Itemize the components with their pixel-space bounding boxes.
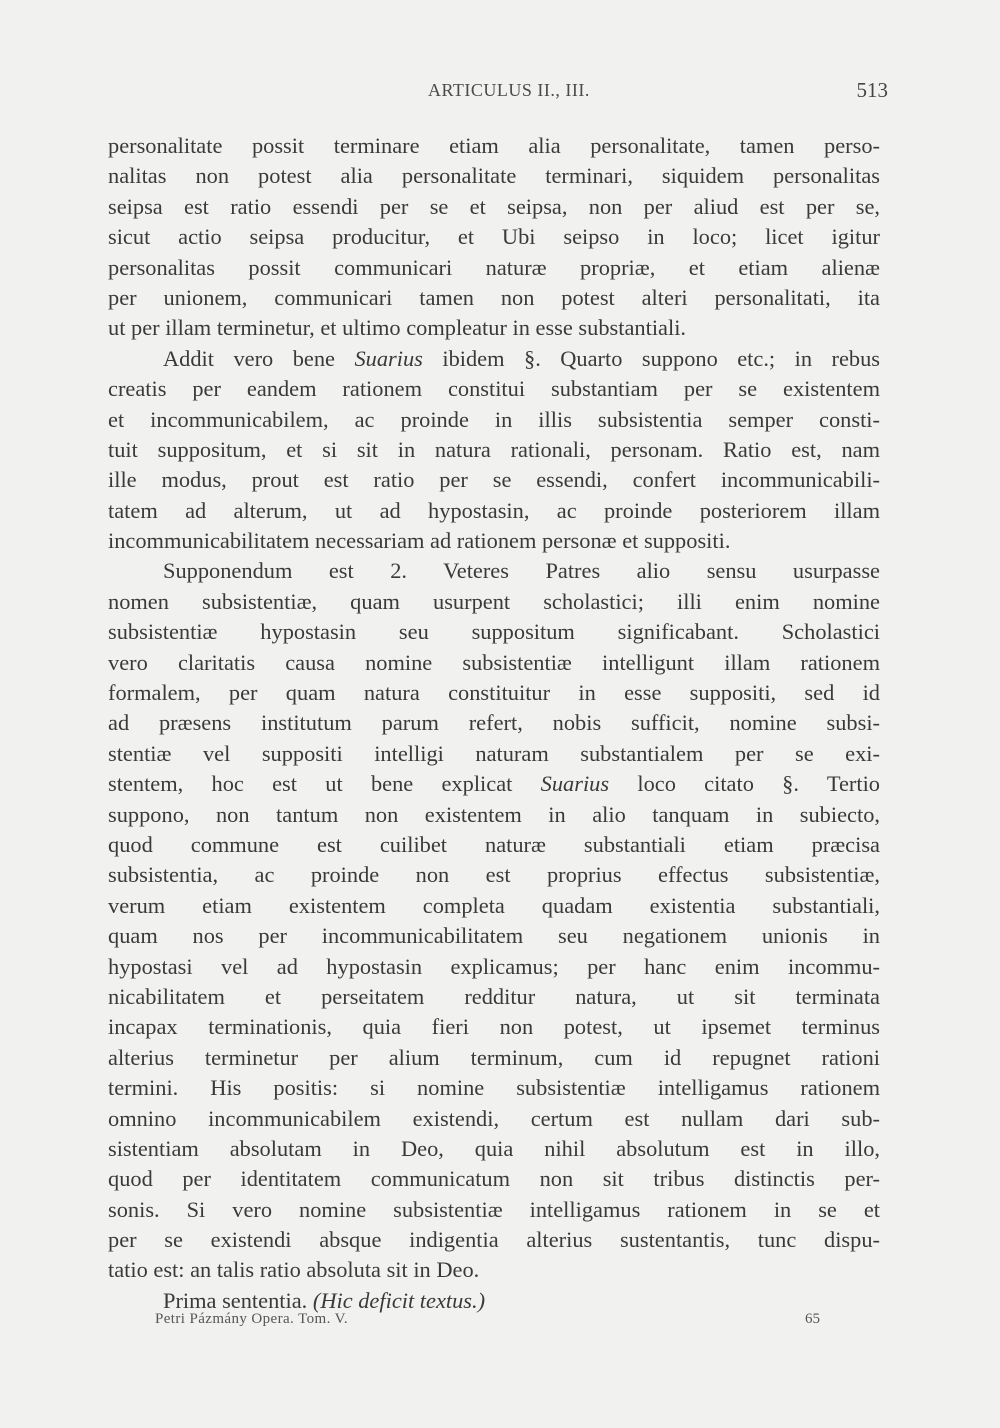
page-number: 513 bbox=[856, 78, 888, 102]
running-head bbox=[108, 80, 890, 110]
text-line bbox=[108, 283, 880, 313]
text-segment: incapax terminationis, quia fieri non potest, ut ipsemet terminus bbox=[108, 1014, 880, 1040]
text-segment: seipsa est ratio essendi per se et seipsa, non per aliud est per se, bbox=[108, 193, 880, 219]
text-line bbox=[108, 222, 880, 252]
text-segment: stentiæ vel suppositi intelligi naturam substantialem per se exi- bbox=[108, 740, 880, 766]
text-line bbox=[108, 131, 880, 161]
text-segment: Supponendum est 2. Veteres Patres alio sensu usurpasse bbox=[163, 558, 880, 584]
text-line bbox=[108, 678, 880, 708]
text-segment: ille modus, prout est ratio per se essendi, confert incommunicabili- bbox=[108, 467, 880, 493]
text-line bbox=[108, 587, 880, 617]
text-segment: verum etiam existentem completa quadam existentia substantiali, bbox=[108, 892, 880, 918]
text-segment: nicabilitatem et perseitatem redditur natura, ut sit terminata bbox=[108, 983, 880, 1009]
text-line bbox=[108, 1225, 880, 1255]
text-segment: per unionem, communicari tamen non potest alteri personalitati, ita bbox=[108, 284, 880, 310]
text-line bbox=[108, 1255, 880, 1285]
text-segment: Prima sententia. bbox=[163, 1287, 313, 1313]
text-segment: vero claritatis causa nomine subsistentiæ intelligunt illam rationem bbox=[108, 649, 880, 675]
text-line bbox=[108, 952, 880, 982]
text-segment: tuit suppositum, et si sit in natura rationali, personam. Ratio est, nam bbox=[108, 436, 880, 462]
text-line bbox=[108, 800, 880, 830]
text-segment: Addit vero bene bbox=[163, 345, 355, 371]
text-line bbox=[108, 1134, 880, 1164]
text-segment: sonis. Si vero nomine subsistentiæ intelligamus rationem in se et bbox=[108, 1196, 880, 1222]
text-segment: formalem, per quam natura constituitur in esse suppositi, sed id bbox=[108, 680, 880, 706]
text-segment: alterius terminetur per alium terminum, cum id repugnet rationi bbox=[108, 1044, 880, 1070]
text-segment: stentem, hoc est ut bene explicat bbox=[108, 771, 541, 797]
text-line bbox=[108, 405, 880, 435]
text-segment: loco citato §. Tertio bbox=[609, 771, 880, 797]
text-line bbox=[108, 1073, 880, 1103]
text-segment: et incommunicabilem, ac proinde in illis subsistentia semper consti- bbox=[108, 406, 880, 432]
text-line bbox=[108, 526, 880, 556]
text-line bbox=[108, 921, 880, 951]
text-segment: sistentiam absolutam in Deo, quia nihil absolutum est in illo, bbox=[108, 1135, 880, 1161]
text-segment: personalitas possit communicari naturæ propriæ, et etiam alienæ bbox=[108, 254, 880, 280]
italic-text-segment: Suarius bbox=[354, 345, 423, 371]
text-line bbox=[108, 739, 880, 769]
text-line bbox=[108, 556, 880, 586]
text-segment: nalitas non potest alia personalitate terminari, siquidem personalitas bbox=[108, 163, 880, 189]
text-line bbox=[108, 465, 880, 495]
text-segment: ad præsens institutum parum refert, nobis sufficit, nomine subsi- bbox=[108, 710, 880, 736]
text-line bbox=[108, 891, 880, 921]
text-segment: termini. His positis: si nomine subsistentiæ intelligamus rationem bbox=[108, 1075, 880, 1101]
text-segment: tatio est: an talis ratio absoluta sit in Deo. bbox=[108, 1257, 480, 1283]
text-segment: subsistentiæ hypostasin seu suppositum significabant. Scholastici bbox=[108, 619, 880, 645]
italic-text-segment: Suarius bbox=[540, 771, 610, 797]
text-segment: quod commune est cuilibet naturæ substantiali etiam præcisa bbox=[108, 831, 880, 857]
text-line bbox=[108, 982, 880, 1012]
text-segment: subsistentia, ac proinde non est proprius effectus subsistentiæ, bbox=[108, 862, 880, 888]
text-line bbox=[108, 1012, 880, 1042]
text-segment: ut per illam terminetur, et ultimo compleatur in esse substantiali. bbox=[108, 315, 687, 341]
text-segment: ibidem §. Quarto suppono etc.; in rebus bbox=[422, 345, 880, 371]
text-segment: suppono, non tantum non existentem in alio tanquam in subiecto, bbox=[108, 801, 880, 827]
text-segment: sicut actio seipsa producitur, et Ubi seipso in loco; licet igitur bbox=[108, 224, 880, 250]
text-line bbox=[108, 860, 880, 890]
italic-text-segment: (Hic deficit textus.) bbox=[312, 1287, 486, 1313]
text-segment: nomen subsistentiæ, quam usurpent scholastici; illi enim nomine bbox=[108, 588, 880, 614]
text-segment: tatem ad alterum, ut ad hypostasin, ac proinde posteriorem illam bbox=[108, 497, 880, 523]
text-line bbox=[108, 496, 880, 526]
text-segment: personalitate possit terminare etiam alia personalitate, tamen perso- bbox=[108, 133, 880, 158]
text-line bbox=[108, 192, 880, 222]
text-line bbox=[108, 1195, 880, 1225]
text-segment: incommunicabilitatem necessariam ad rationem personæ et suppositi. bbox=[108, 528, 731, 554]
text-line bbox=[108, 253, 880, 283]
body-text bbox=[108, 131, 880, 1316]
text-line bbox=[108, 708, 880, 738]
text-line bbox=[108, 313, 880, 343]
text-line bbox=[108, 769, 880, 799]
text-line bbox=[108, 1104, 880, 1134]
text-line bbox=[108, 648, 880, 678]
footer-sheet-number: 65 bbox=[805, 1311, 820, 1327]
text-line bbox=[108, 617, 880, 647]
text-line bbox=[108, 435, 880, 465]
text-line bbox=[108, 1043, 880, 1073]
page-footer bbox=[155, 1311, 835, 1335]
text-segment: quod per identitatem communicatum non sit tribus distinctis per- bbox=[108, 1166, 880, 1192]
text-segment: hypostasi vel ad hypostasin explicamus; per hanc enim incommu- bbox=[108, 953, 880, 979]
text-line bbox=[108, 161, 880, 191]
text-line bbox=[108, 1164, 880, 1194]
text-line bbox=[108, 344, 880, 374]
text-segment: creatis per eandem rationem constitui substantiam per se existentem bbox=[108, 376, 880, 402]
running-title: ARTICULUS II., III. bbox=[428, 80, 590, 100]
text-segment: omnino incommunicabilem existendi, certum est nullam dari sub- bbox=[108, 1105, 880, 1131]
text-line bbox=[108, 830, 880, 860]
text-line bbox=[108, 374, 880, 404]
footer-signature: Petri Pázmány Opera. Tom. V. bbox=[155, 1311, 349, 1327]
text-segment: per se existendi absque indigentia alterius sustentantis, tunc dispu- bbox=[108, 1227, 880, 1253]
text-segment: quam nos per incommunicabilitatem seu negationem unionis in bbox=[108, 923, 880, 949]
